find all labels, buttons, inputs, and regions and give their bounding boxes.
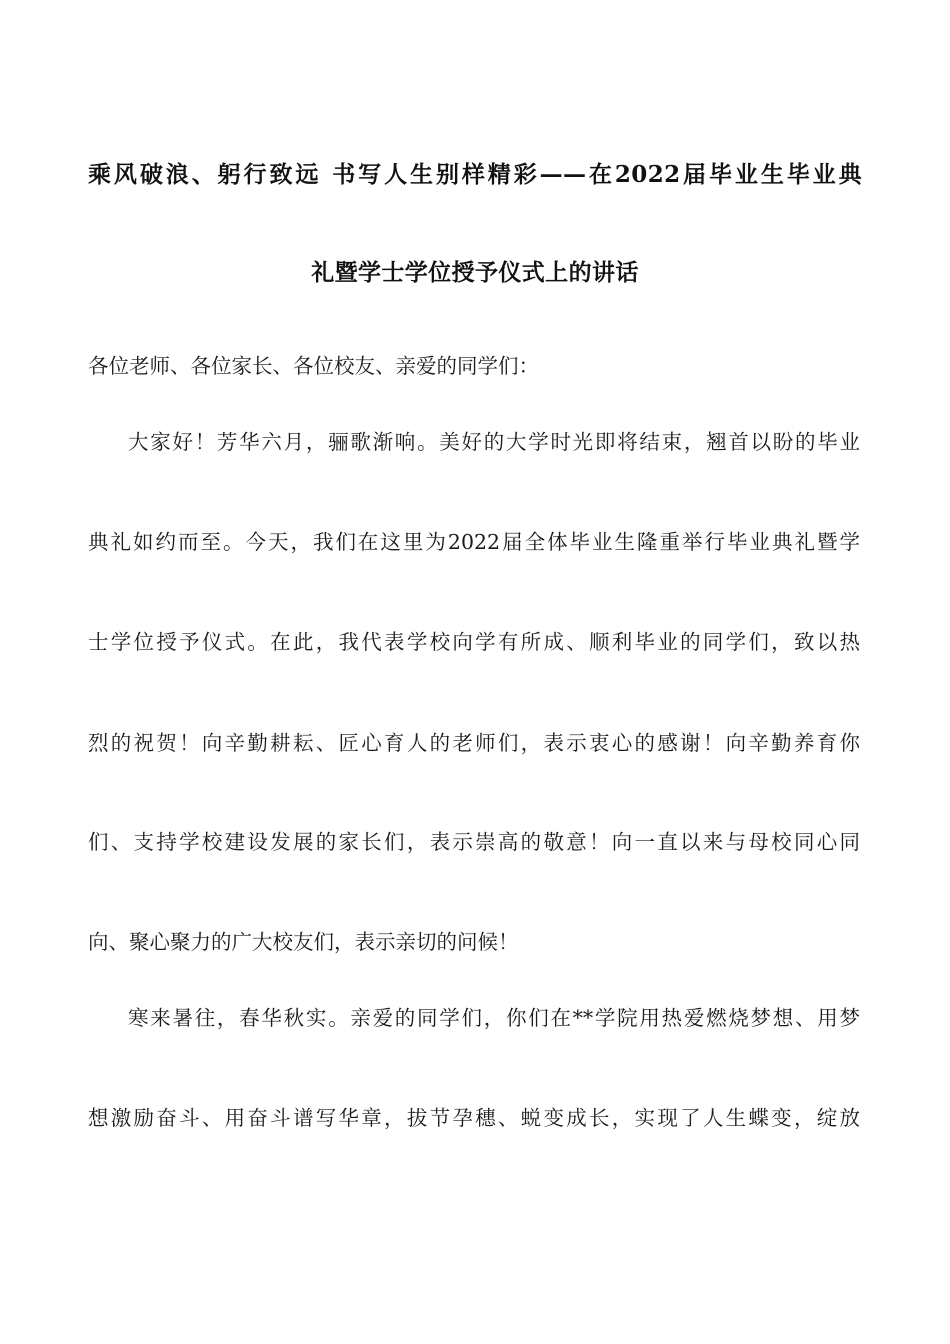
paragraph-line: 向、聚心聚力的广大校友们，表示亲切的问候！ bbox=[88, 930, 519, 954]
paragraph-line: 寒来暑往，春华秋实。亲爱的同学们，你们在**学院用热爱燃烧梦想、用梦 bbox=[128, 1006, 860, 1030]
paragraph-line: 想激励奋斗、用奋斗谱写华章，拔节孕穗、蜕变成长，实现了人生蝶变，绽放 bbox=[88, 1106, 860, 1130]
greeting-line: 各位老师、各位家长、各位校友、亲爱的同学们： bbox=[88, 354, 539, 378]
paragraph-line: 士学位授予仪式。在此，我代表学校向学有所成、顺利毕业的同学们，致以热 bbox=[88, 630, 860, 654]
paragraph-line: 典礼如约而至。今天，我们在这里为2022届全体毕业生隆重举行毕业典礼暨学 bbox=[88, 530, 860, 554]
document-title-line-2: 礼暨学士学位授予仪式上的讲话 bbox=[311, 259, 639, 286]
paragraph-line: 们、支持学校建设发展的家长们，表示崇高的敬意！向一直以来与母校同心同 bbox=[88, 830, 860, 854]
document-title-line-1: 乘风破浪、躬行致远 书写人生别样精彩——在2022届毕业生毕业典 bbox=[88, 161, 862, 188]
paragraph-line: 烈的祝贺！向辛勤耕耘、匠心育人的老师们，表示衷心的感谢！向辛勤养育你 bbox=[88, 731, 860, 755]
paragraph-line: 大家好！芳华六月，骊歌渐响。美好的大学时光即将结束，翘首以盼的毕业 bbox=[128, 430, 860, 454]
